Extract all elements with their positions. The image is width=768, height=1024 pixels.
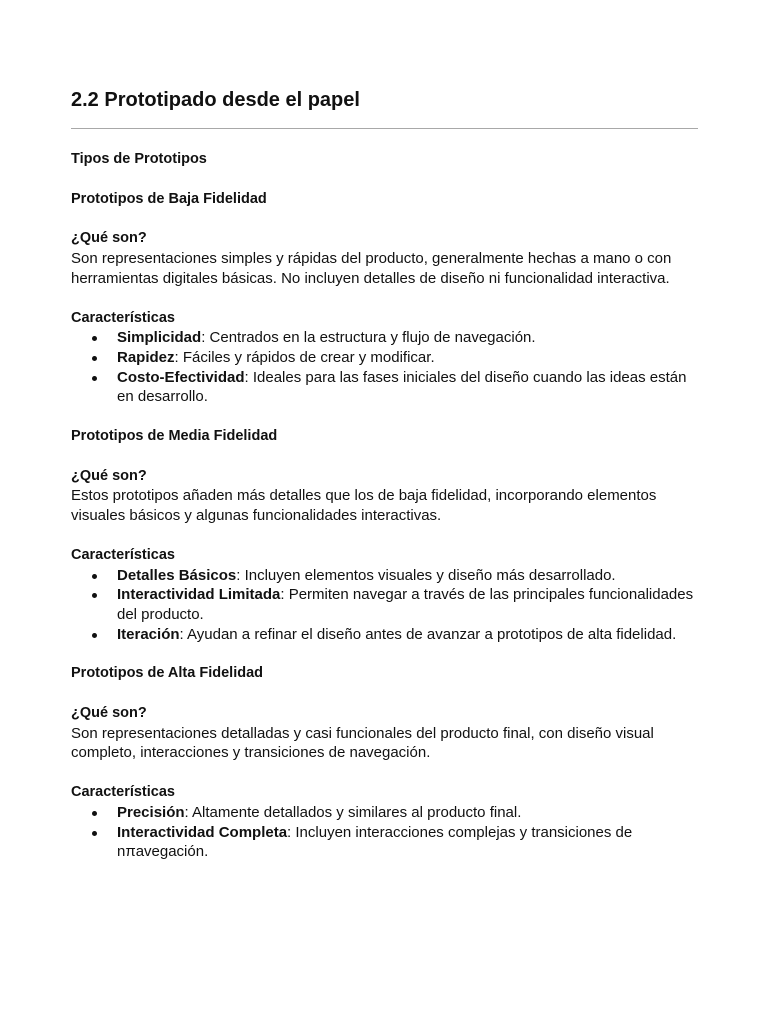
features-label: Características bbox=[71, 546, 175, 563]
list-item bbox=[71, 803, 698, 823]
what-text: Son representaciones simples y rápidas del producto, generalmente hechas a mano o con herramientas digitales básicas. No incluyen detalles de diseño ni funcionalidad interactiva. bbox=[71, 250, 672, 287]
list-item bbox=[71, 328, 698, 348]
feature-desc: : Permiten navegar a través de las principales funcionalidades del producto. bbox=[117, 586, 694, 623]
feature-term: Simplicidad bbox=[117, 329, 202, 347]
what-text: Son representaciones detalladas y casi funcionales del producto final, con diseño visual completo, interacciones y transiciones de navegación. bbox=[71, 724, 654, 762]
what-text: Estos prototipos añaden más detalles que los de baja fidelidad, incorporando elementos visuales básicos y algunas funcionalidades interactivas. bbox=[71, 487, 657, 525]
feature-term: Interactividad Limitada bbox=[117, 586, 281, 604]
spacer bbox=[71, 170, 698, 190]
list-item bbox=[71, 348, 698, 368]
page-title: 2.2 Prototipado desde el papel bbox=[71, 89, 360, 111]
list-item bbox=[71, 368, 698, 407]
feature-term: Detalles Básicos bbox=[117, 566, 237, 584]
feature-list bbox=[71, 803, 698, 862]
subsection-heading-alta: Prototipos de Alta Fidelidad bbox=[71, 665, 263, 682]
spacer bbox=[71, 684, 698, 704]
bullet-icon bbox=[92, 831, 97, 836]
feature-desc: : Altamente detallados y similares al producto final. bbox=[184, 803, 522, 821]
bullet-icon bbox=[92, 376, 97, 381]
feature-desc: : Incluyen elementos visuales y diseño más desarrollado. bbox=[236, 566, 616, 584]
spacer bbox=[71, 763, 698, 783]
features-label: Características bbox=[71, 309, 175, 326]
list-item bbox=[71, 625, 698, 645]
list-item bbox=[71, 585, 698, 624]
what-label: ¿Qué son? bbox=[71, 705, 147, 722]
feature-desc: : Ideales para las fases iniciales del diseño cuando las ideas están en desarrollo. bbox=[117, 368, 687, 406]
list-item bbox=[71, 566, 698, 586]
spacer bbox=[71, 644, 698, 664]
bullet-icon bbox=[92, 633, 97, 638]
bullet-icon bbox=[92, 811, 97, 816]
features-label: Características bbox=[71, 784, 175, 801]
spacer bbox=[71, 289, 698, 309]
feature-term: Rapidez bbox=[117, 348, 175, 366]
feature-list bbox=[71, 566, 698, 645]
feature-term: Precisión bbox=[117, 803, 185, 821]
feature-term: Iteración bbox=[117, 625, 180, 643]
spacer bbox=[71, 209, 698, 229]
feature-list bbox=[71, 328, 698, 407]
section-heading: Tipos de Prototipos bbox=[71, 151, 207, 167]
spacer bbox=[71, 447, 698, 467]
feature-term: Interactividad Completa bbox=[117, 823, 288, 841]
subsection-heading-baja: Prototipos de Baja Fidelidad bbox=[71, 190, 267, 207]
list-item bbox=[71, 823, 698, 862]
what-label: ¿Qué son? bbox=[71, 467, 147, 484]
bullet-icon bbox=[92, 593, 97, 598]
bullet-icon bbox=[92, 336, 97, 341]
feature-term: Costo-Efectividad bbox=[117, 368, 245, 386]
feature-desc: : Centrados en la estructura y flujo de navegación. bbox=[201, 329, 536, 347]
feature-desc: : Fáciles y rápidos de crear y modificar. bbox=[174, 348, 435, 366]
title-divider bbox=[71, 128, 698, 129]
spacer bbox=[71, 407, 698, 427]
feature-desc: : Incluyen interacciones complejas y transiciones de nπavegación. bbox=[117, 823, 633, 861]
subsection-heading-media: Prototipos de Media Fidelidad bbox=[71, 428, 278, 445]
bullet-icon bbox=[92, 356, 97, 361]
what-label: ¿Qué son? bbox=[71, 230, 147, 247]
spacer bbox=[71, 526, 698, 546]
bullet-icon bbox=[92, 574, 97, 579]
feature-desc: : Ayudan a refinar el diseño antes de avanzar a prototipos de alta fidelidad. bbox=[179, 625, 677, 643]
